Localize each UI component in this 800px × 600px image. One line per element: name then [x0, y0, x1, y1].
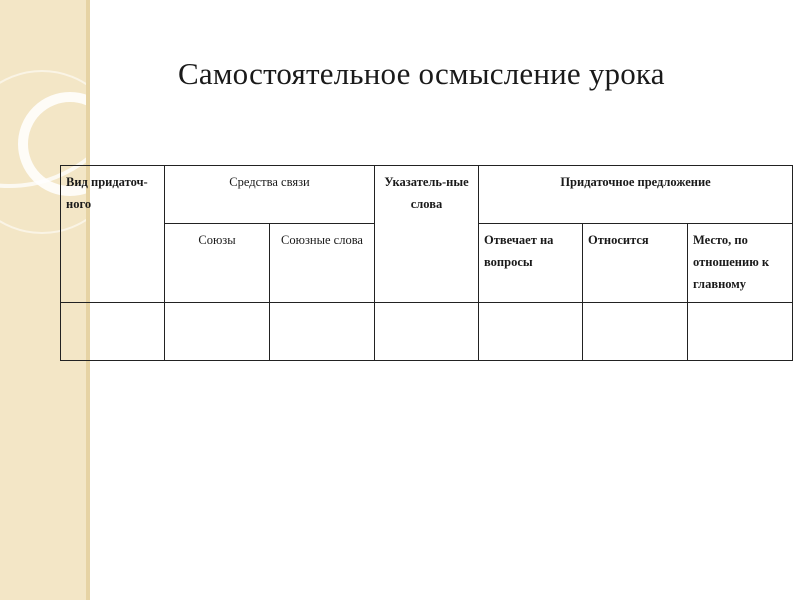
table-row	[61, 302, 793, 360]
table-cell[interactable]	[583, 302, 688, 360]
table-cell[interactable]	[61, 302, 165, 360]
subheader-cell-mesto: Место, по отношению к главному	[688, 224, 793, 303]
subheader-cell-soyuznye: Союзные слова	[270, 224, 375, 303]
table-cell[interactable]	[479, 302, 583, 360]
header-cell-pridatochnoe: Придаточное предложение	[479, 166, 793, 224]
analysis-table	[60, 165, 793, 361]
subheader-cell-soyuzy: Союзы	[165, 224, 270, 303]
header-cell-vid: Вид придаточ-ного	[61, 166, 165, 303]
table-cell[interactable]	[375, 302, 479, 360]
table-cell[interactable]	[165, 302, 270, 360]
header-cell-ukazatel: Указатель-ные слова	[375, 166, 479, 303]
subheader-cell-otnositsya: Относится	[583, 224, 688, 303]
header-cell-sredstva: Средства связи	[165, 166, 375, 224]
table-header-row	[61, 166, 793, 224]
table-cell[interactable]	[270, 302, 375, 360]
page-title: Самостоятельное осмысление урока	[178, 56, 665, 91]
table-cell[interactable]	[688, 302, 793, 360]
subheader-cell-otvechaet: Отвечает на вопросы	[479, 224, 583, 303]
